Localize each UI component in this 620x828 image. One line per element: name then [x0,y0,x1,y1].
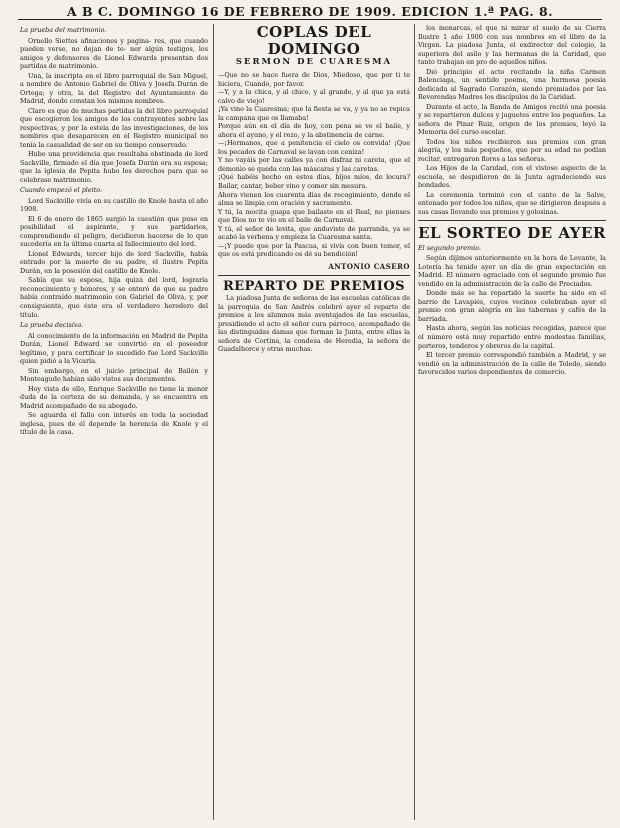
column-separator [414,24,415,820]
section-heading: El segundo premio. [418,243,481,252]
paragraph: Sabía que su esposa, hija quizá del lord, lograría reconocimiento y honores, y se enteró de que su padre había contraído matrimonio con Gabriel de Oliva, y, por consiguiente, que éste era el verdadero heredero del título. [20,276,208,319]
paragraph: los monarcas, el que ni mirar el suelo de su Cierra Ilustre 1 año 1900 con sus nombres en el libro de la Virgen. La piadosa Junta, el exdirector del colegio, la superiora del asilo y las hermanas de la Caridad, que tanto trabajan en pro de aquellos niños. [418,24,606,67]
verse: ¡Qué habéis hecho en estos días, hijos míos, de locura? Bailar, cantar, beber vino y comer sin mesura. [218,173,410,190]
section-rule [218,275,410,276]
paragraph: Dió principio el acto recitando la niña Carmen Balenciaga, un sentido poema, una hermosa poesía dedicada al Sagrado Corazón, siendo premiados por las Reverendas Madres los discípulos de la Caridad. [418,67,606,102]
verse: —¡Hermanos, que a penitencia el cielo os convida! ¡Que los pecados de Carnaval se lavan con ceniza! [218,139,410,156]
paragraph: Todos los niños recibieron sus premios con gran alegría, y los más pequeños, que por su edad no podían recitar, entregaron flores a las señoras. [418,137,606,163]
paragraph: Una, la inscripta en el libro parroquial de San Miguel, a nombre de Antonio Gabriel de Oliva y Josefa Durán de Ortega; y otra, la del Registro del Ayuntamiento de Madrid, donde constan los mismos nombres. [20,71,208,106]
paragraph: Ornello Siettes afinaciones y pagina- res, que cuando pueden verse, no dejan de te- ner algún testigos, los amigos y defensores de Lionel Edwards presentan dos partidas de matrimonio. [20,36,208,71]
article-title: COPLAS DEL DOMINGO [256,24,372,58]
author-signature: ANTONIO CASERO [328,261,410,271]
page-header: A B C. DOMINGO 16 DE FEBRERO DE 1909. EDICION 1.ª PAG. 8. [66,4,554,19]
verse: Y tú, la mocita guapa que bailaste en el Real, no pienses que Dios no te vio en el baile de Carnaval. [218,207,410,225]
article-subtitle: SERMON DE CUARESMA [235,57,393,67]
verse: Y no vayáis por las calles ya con disfraz ni careta, que el demonio se queda con las máscaras y las caretas. [218,156,410,173]
verse: Y tú, el señor de levita, que anduviste de parranda, ya se acabó la verbena y empieza la Cuaresma santa. [218,224,410,242]
paragraph: Se aguarda el fallo con interés en toda la sociedad inglesa, pues de él depende la herencia de Knole y el título de la casa. [20,411,208,437]
paragraph: Durante el acto, la Banda de Amigos recitó una poesía y se repartieron dulces y juguetes entre los pequeños. La señora de Pinar Ruiz, origen de los premios, leyó la Memoria del curso escolar. [418,102,606,137]
paragraph: Hoy vista de ello, Enrique Sackville no tiene la menor duda de la certeza de su demanda, y se encuentra en Madrid acompañado de su abogado. [20,384,208,410]
column-separator [213,24,214,820]
verse-block [218,71,410,258]
paragraph: Los Hijos de la Caridad, con el vistoso aspecto de la escuela, se despidieron de la Junta agradeciendo sus bondades. [418,164,606,190]
paragraph: Claro es que de muchas partidas la del libro parroquial que escogieron los amigos de los contrayentes sobre las respectivas, y por la estela de las investigaciones, de los nombres que desaparecen en el Registro municipal no tenía la casualidad de ser en su tiempo conservado. [20,106,208,149]
verse: —Y, y a la chica, y al chico, y al grande, y al que ya está calvo de viejo! [218,88,410,105]
column-3 [418,24,606,820]
paragraph: La ceremonia terminó con el canto de la Salve, entonado por todos los niños, que se dirigieron después a sus casas llevando sus premios y golosinas. [418,190,606,216]
paragraph: El 6 de enero de 1865 surgió la cuestión que puso en posibilidad el aspirante, y sus partidarios, comprendiendo el peligro, decidieron hacerse de lo que sucedería en la última cuarta al fallecimiento del lord. [20,214,208,249]
section-rule [418,220,606,221]
verse: —Que no se hace fuera de Dios, Miedoso, que por ti te hiciera, Cuando, por favor. [218,71,410,88]
column-1 [20,24,208,820]
article-title: EL SORTEO DE AYER [418,224,606,243]
section-heading: La prueba decisiva. [20,321,84,330]
verse: Ahora vienen los cuarenta días de recogimiento, donde el alma se limpia con oración y sacramento. [218,190,410,208]
paragraph: Donde más se ha repartido la suerte ha sido en el barrio de Lavapiés, cuyos vecinos celebraban ayer el premio con gran alegría en las tabernas y cafés de la barriada. [418,289,606,323]
paragraph: Lord Sackville vivía en su castillo de Knole hasta el año 1908. [20,196,208,214]
header-rule [18,19,602,20]
section-heading: La prueba del matrimonio. [20,26,107,34]
paragraph: El tercer premio correspondió también a Madrid, y se vendió en la administración de la calle de Toledo, siendo favorecidos varios dependientes de comercio. [418,351,606,377]
paragraph: Según dijimos anteriormente en la hora de Levante, la Lotería ha tenido ayer un día de gran expectación en Madrid. El número agraciado con el segundo premio fue vendido en la administración de la calle de Preciados. [418,254,606,288]
paragraph: Hasta ahora, según las noticias recogidas, parece que el número está muy repartido entre modestas familias, porteros, tenderos y obreros de la capital. [418,324,606,350]
verse: —¡Y puede que por la Pascua, si vivís con buen temor, el que os está predicando os dé su bendición! [218,241,410,259]
section-heading: Cuando empezó el pleito. [20,186,103,195]
paragraph: Al conocimiento de la información en Madrid de Pepita Durán, Lionel Edward se convirtió en el poseedor legítimo, y para certificar lo sucedido fue Lord Sackville quien pidió a la Vicaría. [20,331,208,366]
paragraph: Hubo una providencia que resultaba obstinada de lord Sackville, firmado el día que Josefa Durán era su esposa; que la iglesia de Pepita hubo los derechos para que se celebrase matrimonio. [20,150,208,184]
paragraph: Lionel Edwards, tercer hijo de lord Sackville, había entrado por la muerte de su padre, el ilustre Pepita Durán, en la posesión del castillo de Knole. [20,249,208,275]
verse: Porque aún en el día de hoy, con pena se ve el baile, y ahora el ayuno, y el rezo, y la abstinencia de carne. [218,122,410,139]
verse: ¡Ya vino la Cuaresma; que la fiesta se va, y ya no se repica la campana que os llamaba! [218,105,410,122]
column-2 [218,24,410,820]
paragraph: Sin embargo, en el juicio principal de Bailén y Monteagudo habían sido vistos sus documentos. [20,366,208,384]
article-title: REPARTO DE PREMIOS [222,278,406,294]
paragraph: La piadosa Junta de señoras de las escuelas católicas de la parroquia de San Andrés celebró ayer el reparto de premios a los alumnos más aventajados de las escuelas, presidiendo el acto el señor cura párroco, acompañado de las distinguidas damas que forman la Junta, entre ellas la señora de Cortina, la condesa de Heredia, la señora de Guadalhorce y otras muchas. [218,294,410,354]
